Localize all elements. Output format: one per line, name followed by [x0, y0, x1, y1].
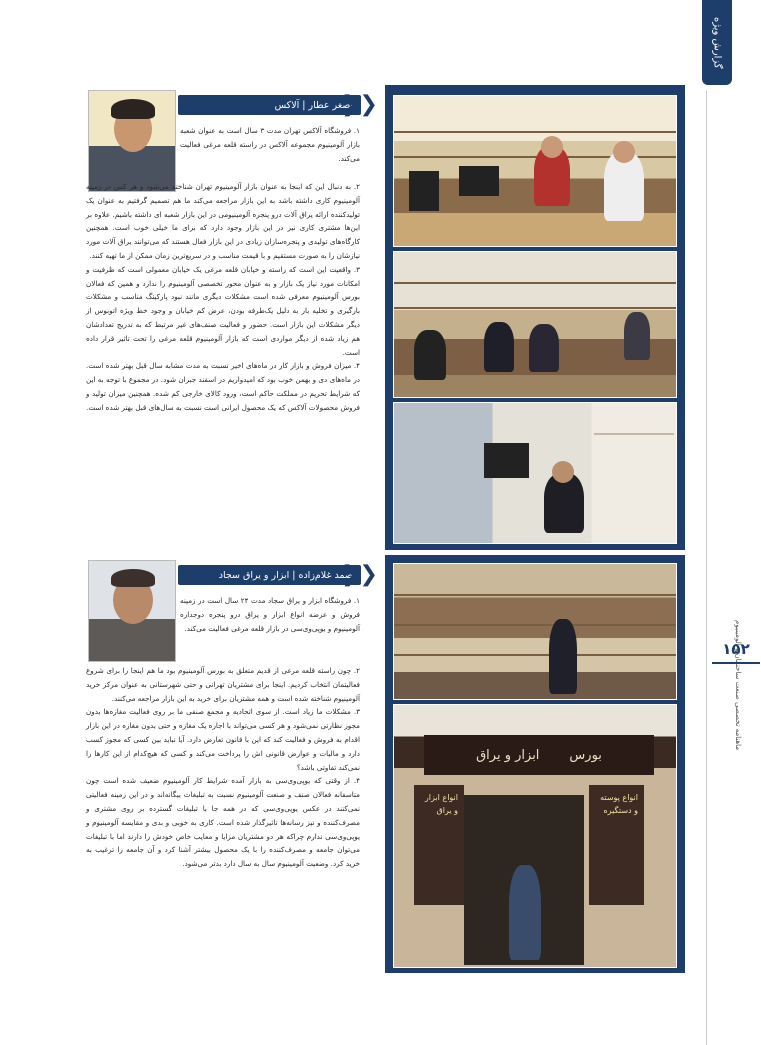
- portrait-samad-gholamzadeh: [88, 560, 176, 662]
- article1-p3: ۳. واقعیت این است که راسته و خیابان قلعه مرغی یک خیابان معمولی است که ظرفیت و امکانات مورد نیاز یک بازار و به عنوان محور تخصصی آلومینیوم را ندارد و همین که فعالان بورس آلومینیوم معرفی شده است مشکلات دیگری مانند نبود پارکینگ مناسب و مشکلات بارگیری و تخلیه بار به دلیل یک‌طرفه بودن، عرض کم خیابان و وجود خط ویژه اتوبوس از دیگر مشکلات این بازار است. حضور و فعالیت صنف‌های غیر مرتبط که به تدریج تعدادشان هم زیاد شده از دیگر مواردی است که بازار آلومینیوم قلعه مرغی را تحت تاثیر قرار داده است.: [86, 264, 360, 357]
- article2-p2: ۲. چون راسته قلعه مرغی از قدیم متعلق به بورس آلومینیوم بود ما هم اینجا را برای شروع فعالیتمان انتخاب کردیم. اینجا برای مشتریان تهرانی و حتی شهرستانی به عنوان مرکز خرید آلومینیوم شناخته شده است و همه مشتریان برای خرید به این بازار مراجعه می‌کنند.: [86, 666, 360, 703]
- photo-store-interior: [393, 251, 677, 398]
- photo-shelves: [393, 563, 677, 700]
- article1-p2: ۲. به دنبال این که اینجا به عنوان بازار آلومینیوم تهران شناخته می‌شود و هر کس در زمینه آلومینیوم کاری داشته باشد به این بازار مراجعه می‌کند ما هم تصمیم گرفتیم به عنوان یک تولیدکننده ارائه یراق آلات درو پنجره آلومینیومی در این بازار شعبه ای داشته باشیم. علاوه بر این‌ها مشتری کاری نیز در این بازار وجود دارد که برای ما خیلی خوب است. همچنین کارگاه‌های تولیدی و پنجره‌سازان زیادی در این بازار فعال هستند که می‌توانند یراق آلات مورد نیازشان را به صورت مستقیم و با قیمت مناسب و در سریع‌ترین زمان ممکن از ما تهیه کنند.: [86, 182, 360, 260]
- shop-window-right: انواع پوسته و دستگیره: [589, 785, 644, 905]
- shop-sign: بورس ابزار و یراق: [424, 735, 654, 775]
- chevron-icon: ❮❮: [341, 92, 378, 117]
- article2-p1: ۱. فروشگاه ابزار و یراق سجاد مدت ۲۴ سال است در زمینه فروش و عرضه انواع ابزار و یراق درو پنجره دوجداره آلومینیوم و یوپی‌وی‌سی در بازار قلعه مرغی فعالیت می‌کند.: [180, 596, 361, 633]
- shop-doorway: [464, 795, 584, 965]
- article2-body: [86, 664, 360, 871]
- article1-p4: ۴. میزان فروش و بازار کار در ماه‌های اخیر نسبت به مدت مشابه سال قبل بهتر شده است. در ماه‌های دی و بهمن خوب بود که امیدواریم در اسفند جبران شود. در مجموع با توجه به این که شرایط تحریم در مملکت حاکم است، ورود کالای خارجی کم شده. همچنین میزان تولید و فروش محصولات آلاکس که یک محصول ایرانی است نسبت به سال‌های قبل بهتر شده است.: [86, 361, 360, 412]
- photo-storefront: [393, 704, 677, 968]
- photo-column-top: [385, 85, 685, 550]
- article2-p3: ۳. مشکلات ما زیاد است. از سوی اتحادیه و مجمع صنفی ما بر روی فعالیت مغازه‌ها بدون مجوز نظارتی نمی‌شود و هر کسی می‌تواند با اجاره یک مغازه و حتی بدون مغازه در این بازار اقدام به فروش و فعالیت کند که این با قانون تعارض دارد. آیا نباید بین کسی که مجوز کسب دارد و مالیات و عوارض قانونی اش را پرداخت می‌کند و کسی که هیچ‌کدام از این کارها را نمی‌کند تفاوتی باشد؟: [86, 707, 360, 772]
- shop-window-left: انواع ابزار و یراق: [414, 785, 464, 905]
- margin-divider: [706, 90, 707, 1045]
- article1-header: اصغر عطار | آلاکس: [178, 95, 361, 115]
- portrait-asghar-attar: [88, 90, 176, 192]
- photo-store-desk: [393, 402, 677, 544]
- section-tab: گزارش ویژه: [702, 0, 732, 85]
- side-note: ماهنامه تخصصی صنعت ساختمان و آلومینیوم: [734, 619, 742, 750]
- photo-column-bottom: [385, 555, 685, 973]
- article2-p4: ۴. از وقتی که یوپی‌وی‌سی به بازار آمده شرایط کار آلومینیوم ضعیف شده است چون متاسفانه فعالان صنف و صنعت آلومینیوم نسبت به تبلیغات بیگانه‌اند و در این زمینه فعالیتی نمی‌کنند در عکس یوپی‌وی‌سی که در همه جا با تبلیغات گسترده بر روی مشتری و مصرف‌کننده و نیز رسانه‌ها تاثیرگذار شده است. کاری به خوبی و بدی و مقایسه آلومینیوم و یوپی‌وی‌سی ندارم چراکه هر دو مشتریان مزایا و معایب خاص خودش را دارند اما با تبلیغات می‌توان جامعه و مصرف‌کننده را با یک محصول بیشتر آشنا کرد و آن جامعه را ترغیب به خرید کرد. وضعیت آلومینیوم سال به سال دارد بدتر می‌شود.: [86, 776, 360, 869]
- article2-header: صمد غلام‌زاده | ابزار و یراق سجاد: [178, 565, 361, 585]
- article1-body: [86, 180, 360, 415]
- photo-office: [393, 95, 677, 247]
- page-number: ۱۵۲: [712, 636, 760, 664]
- chevron-icon: ❮❮: [341, 562, 378, 587]
- article1-p1: ۱. فروشگاه آلاکس تهران مدت ۳ سال است به عنوان شعبه بازار آلومینیوم مجموعه آلاکس در راسته قلعه مرغی فعالیت می‌کند.: [180, 126, 360, 163]
